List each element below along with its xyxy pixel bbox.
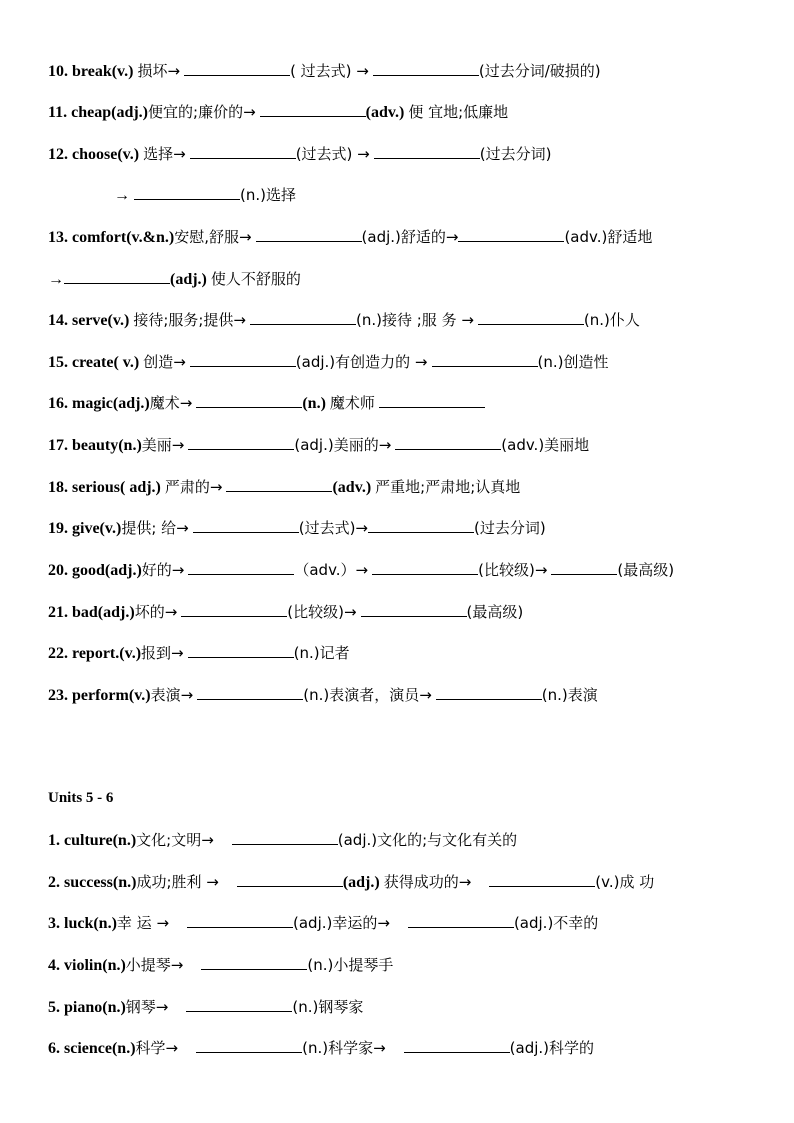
item-number: 15. [48,354,68,371]
item-text: 美丽→ [141,436,185,454]
answer-blank[interactable] [458,223,564,242]
item-word: magic(adj.) [72,395,150,412]
answer-blank[interactable] [190,140,296,159]
item-text: 好的→ [141,561,185,579]
item-number: 19. [48,520,68,537]
vocab-item-14 [48,306,754,332]
item-text: 选择→ [143,145,186,163]
item-text: (adj.)有创造力的 → [295,353,428,371]
answer-blank[interactable] [134,181,240,200]
answer-blank[interactable] [368,514,474,533]
item-text: 坏的→ [134,603,178,621]
item-word: piano(n.) [64,999,126,1016]
answer-blank[interactable] [188,556,294,575]
vocab-item-11 [48,98,754,124]
item-word: success(n.) [64,874,137,891]
item-number: 23. [48,687,68,704]
item-word: give(v.) [72,520,122,537]
item-text: 幸 运 → [116,914,170,932]
item-word: perform(v.) [72,687,151,704]
answer-blank[interactable] [256,223,362,242]
item-word: violin(n.) [64,957,126,974]
answer-blank[interactable] [193,514,299,533]
item-text: (adj.)舒适的→ [361,228,459,246]
item-text: 表演→ [150,686,194,704]
item-text: （adv.）→ [294,561,369,579]
item-text: ( 过去式) → [290,62,369,80]
item-number: 1. [48,832,60,849]
item-text: (adv.)美丽地 [501,436,590,454]
item-text: (adj.) [170,271,207,288]
answer-blank[interactable] [64,265,170,284]
item-word: serious( adj.) [72,479,161,496]
item-text: (n.)接待 ;服 务 → [356,311,474,329]
vocab-item-12 [48,140,754,166]
answer-blank[interactable] [373,57,479,76]
vocab-item-13 [48,223,754,249]
item-text: 安慰,舒服→ [174,228,252,246]
item-text: (n.)创造性 [537,353,609,371]
item-text: 成功;胜利 → [136,873,219,891]
item-text: (v.)成 功 [595,873,655,891]
item-word: science(n.) [64,1040,136,1057]
item-number: 18. [48,479,68,496]
answer-blank[interactable] [395,431,501,450]
item-text: (adv.) [332,479,372,496]
item-number: 11. [48,104,68,121]
item-number: 10. [48,63,68,80]
vocab-item-b2 [48,868,754,894]
item-text: (adv.) [365,104,405,121]
answer-blank[interactable] [197,681,303,700]
item-number: 2. [48,874,60,891]
item-text: (过去分词/破损的) [478,62,601,80]
answer-blank[interactable] [196,1034,302,1053]
answer-blank[interactable] [379,389,485,408]
item-text: (比较级)→ [478,561,548,579]
item-number: 6. [48,1040,60,1057]
vocab-item-21 [48,598,754,624]
answer-blank[interactable] [404,1034,510,1053]
answer-blank[interactable] [374,140,480,159]
item-word: good(adj.) [72,562,142,579]
answer-blank[interactable] [432,348,538,367]
answer-blank[interactable] [190,348,296,367]
item-text: 科学→ [135,1039,179,1057]
vocab-item-17 [48,431,754,457]
item-word: break(v.) [72,63,134,80]
vocab-item-16 [48,389,754,415]
item-number: 21. [48,604,68,621]
item-text: (n.)钢琴家 [292,998,364,1016]
vocab-item-10 [48,57,754,83]
answer-blank[interactable] [188,431,294,450]
item-number: 3. [48,915,60,932]
item-text: (n.)小提琴手 [307,956,394,974]
item-text: (过去分词) [479,145,552,163]
item-text: 接待;服务;提供→ [133,311,246,329]
item-number: 20. [48,562,68,579]
vocab-item-19 [48,514,754,540]
item-text: 严肃的→ [164,478,223,496]
item-text: 使人不舒服的 [210,270,301,288]
answer-blank[interactable] [186,993,292,1012]
item-word: choose(v.) [72,146,140,163]
answer-blank[interactable] [201,951,307,970]
item-text: (n.)选择 [240,186,296,204]
item-text: (adj.) [342,874,380,891]
item-text: (过去式)→ [298,519,368,537]
item-text: (adj.)不幸的 [513,914,599,932]
item-text: (比较级)→ [287,603,357,621]
answer-blank[interactable] [237,868,343,887]
vocab-item-12-continued [114,181,754,207]
item-text: 小提琴→ [125,956,184,974]
vocab-item-b4 [48,951,754,977]
item-text: 提供; 给→ [121,519,189,537]
answer-blank[interactable] [232,826,338,845]
item-text: 获得成功的→ [383,873,472,891]
item-text: 文化;文明→ [136,831,214,849]
answer-blank[interactable] [489,868,595,887]
item-word: serve(v.) [72,312,130,329]
item-text: 魔术师 [329,394,375,412]
answer-blank[interactable] [551,556,617,575]
item-text: 便 宜地;低廉地 [408,103,509,121]
item-text: 钢琴→ [125,998,169,1016]
item-text: (adj.)幸运的→ [293,914,390,932]
item-text: (adv.)舒适地 [564,228,653,246]
item-number: 16. [48,395,68,412]
answer-blank[interactable] [478,306,584,325]
item-number: 22. [48,645,68,662]
vocab-item-15 [48,348,754,374]
answer-blank[interactable] [260,98,366,117]
item-text: 创造→ [143,353,186,371]
item-text: (过去式) → [295,145,370,163]
item-number: 14. [48,312,68,329]
item-text: (adj.)美丽的→ [294,436,392,454]
vocab-item-b6 [48,1034,754,1060]
vocab-item-23 [48,681,754,707]
vocab-item-22 [48,639,754,665]
item-text: (最高级) [617,561,675,579]
answer-blank[interactable] [361,598,467,617]
item-text: (n.)表演者，演员→ [303,686,432,704]
item-text: (n.)表演 [541,686,598,704]
item-text: 魔术→ [149,394,193,412]
vocab-item-13-continued [48,265,754,291]
item-text: 便宜的;廉价的→ [148,103,256,121]
answer-blank[interactable] [187,909,293,928]
item-text: (过去分词) [474,519,546,537]
item-word: luck(n.) [64,915,117,932]
answer-blank[interactable] [226,473,332,492]
item-word: comfort(v.&n.) [72,229,175,246]
item-text: → [114,187,130,204]
answer-blank[interactable] [188,639,294,658]
item-word: report.(v.) [72,645,142,662]
answer-blank[interactable] [196,389,302,408]
item-word: beauty(n.) [72,437,142,454]
item-number: 12. [48,146,68,163]
vocab-item-18 [48,473,754,499]
item-text: (n.)科学家→ [302,1039,386,1057]
item-number: 17. [48,437,68,454]
answer-blank[interactable] [372,556,478,575]
item-number: 5. [48,999,60,1016]
item-text: (n.)仆人 [583,311,640,329]
answer-blank[interactable] [436,681,542,700]
item-text: 报到→ [141,644,184,662]
item-text: (adj.)科学的 [509,1039,595,1057]
item-number: 13. [48,229,68,246]
section-heading: Units 5 - 6 [48,790,114,806]
vocab-item-b5 [48,993,754,1019]
item-text: 损坏→ [137,62,181,80]
item-text: (最高级) [466,603,524,621]
answer-blank[interactable] [181,598,287,617]
vocab-item-b3 [48,909,754,935]
vocab-item-20 [48,556,754,582]
item-word: bad(adj.) [72,604,135,621]
vocab-item-b1 [48,826,754,852]
item-text: (n.) [302,395,326,412]
item-text: → [48,271,64,288]
item-word: create( v.) [72,354,140,371]
item-word: culture(n.) [64,832,137,849]
item-text: 严重地;严肃地;认真地 [375,478,521,496]
item-text: (n.)记者 [293,644,350,662]
answer-blank[interactable] [184,57,290,76]
answer-blank[interactable] [250,306,356,325]
item-number: 4. [48,957,60,974]
item-text: (adj.)文化的;与文化有关的 [337,831,518,849]
answer-blank[interactable] [408,909,514,928]
item-word: cheap(adj.) [71,104,149,121]
